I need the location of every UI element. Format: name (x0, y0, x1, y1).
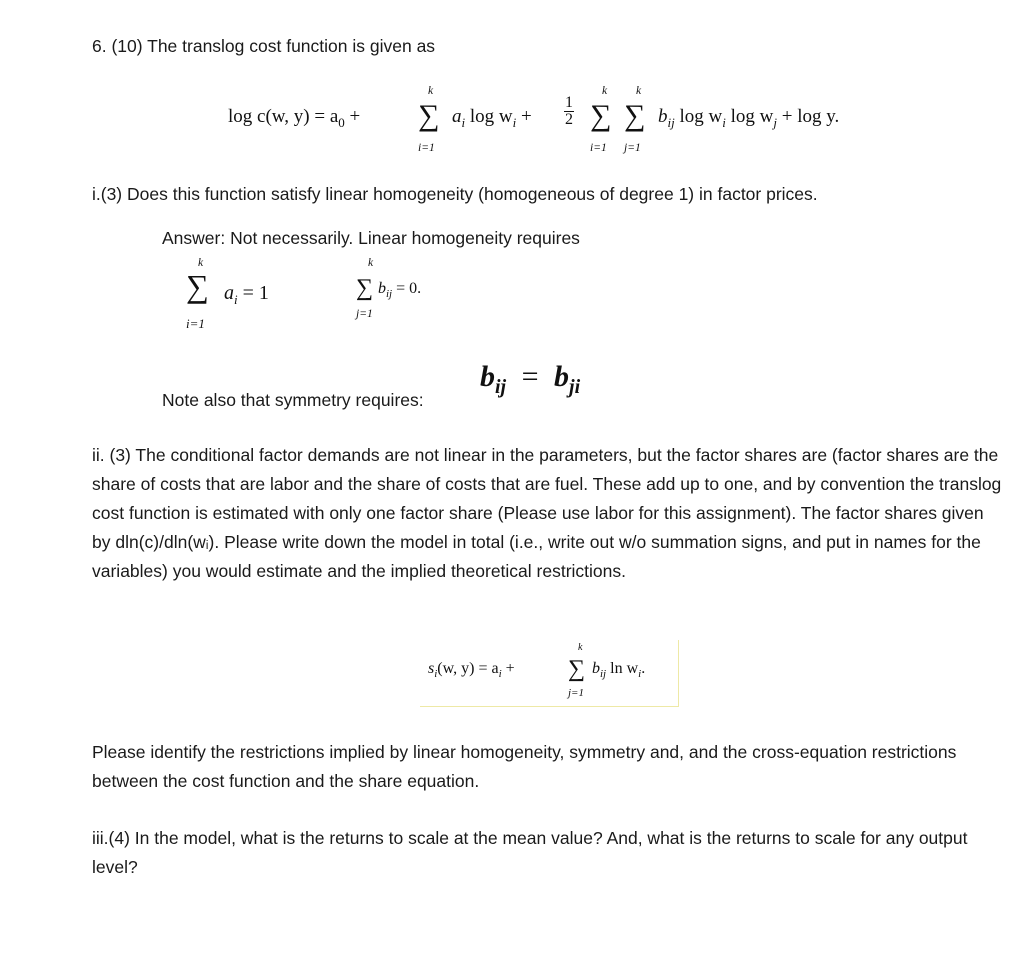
sigma-icon: ∑ (356, 275, 374, 301)
eq-lhs: log c(w, y) = a (228, 106, 339, 127)
share-equation: $s_i(w$, $y) = a_i$ + k ∑ j=1 $b_{ij}$ $\ln w_i$. (420, 640, 679, 707)
part-iii-text: iii.(4) In the model, what is the returns to scale at the mean value? And, what is the returns to scale for any output level? (92, 828, 968, 877)
part-i-answer: Answer: Not necessarily. Linear homogeneity requires (162, 228, 580, 248)
sum1-lower: i=1 (418, 142, 435, 154)
question-6-heading: 6. (10) The translog cost function is given as (92, 36, 436, 56)
sum2-lower: i=1 (590, 142, 607, 154)
sigma-icon: ∑ (186, 268, 209, 304)
sigma-icon: ∑ (418, 99, 440, 132)
sigma-icon: ∑ (590, 99, 612, 132)
part-i-question: i.(3) Does this function satisfy linear homogeneity (homogeneous of degree 1) in factor prices. (92, 184, 818, 204)
symmetry-note: Note also that symmetry requires: (162, 390, 424, 410)
symmetry-equation: $b_{ij} = b_{ji}$ (480, 360, 581, 398)
sum1-upper: k (428, 85, 434, 97)
sigma-icon: ∑ (568, 656, 586, 682)
part-ii-text: ii. (3) The conditional factor demands are not linear in the parameters, but the factor shares are (factor shares are the share of costs that are labor and the share of costs that are fuel. These add up to one, and by convention the translog cost function is estimated with only one factor share (Please use labor for this assignment). The factor shares given by dln(c)/dln(wᵢ). Please write down the model in total (i.e., write out w/o summation signs, and put in names for the variables) you would estimate and the implied theoretical restrictions. (92, 445, 1002, 581)
sum3-upper: k (636, 85, 642, 97)
sum2-upper: k (602, 85, 608, 97)
part-ii-followup: Please identify the restrictions implied by linear homogeneity, symmetry and, and the cross-equation restrictions between the cost function and the share equation. (92, 742, 957, 791)
one-half-fraction: $\frac{1}{2}$ (565, 94, 573, 128)
sigma-icon: ∑ (624, 99, 646, 132)
sum3-lower: j=1 (624, 142, 641, 154)
